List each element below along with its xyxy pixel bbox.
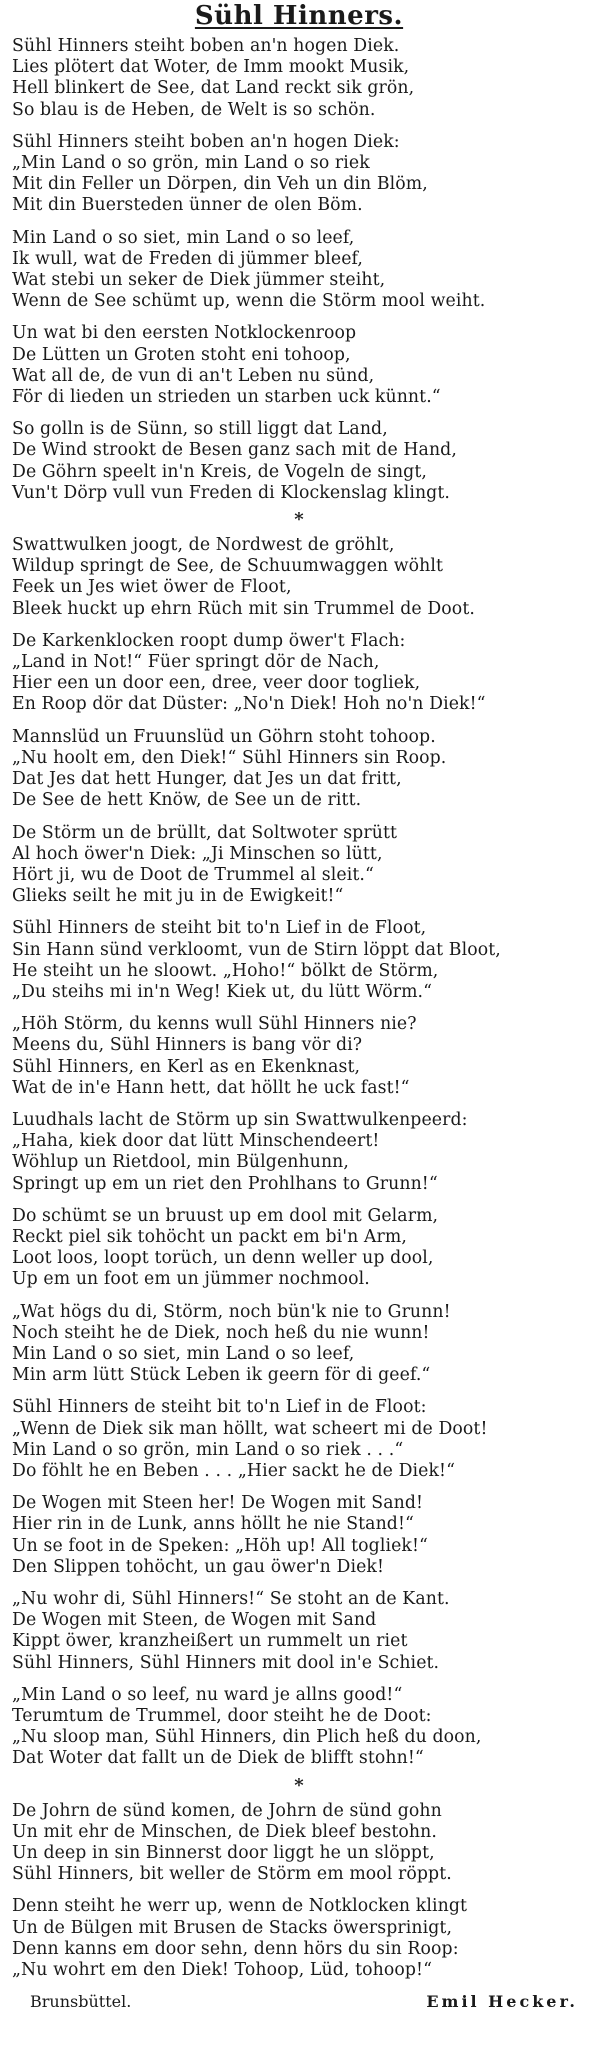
poem-line: En Roop dör dat Düster: „No'n Diek! Hoh no'n Diek!“ [12,694,486,715]
poem-line: „Höh Störm, du kenns wull Sühl Hinners nie? [12,1014,417,1035]
poem-body [12,36,586,1981]
poem-line: Wenn de See schümt up, wenn die Störm mool weiht. [12,291,486,312]
poem-line: Sühl Hinners, Sühl Hinners mit dool in'e Schiet. [12,1652,440,1673]
poem-line: Un mit ehr de Minschen, de Diek bleef bestohn. [12,1821,437,1842]
stanza [12,132,586,217]
poem-line: Mannslüd un Fruunslüd un Göhrn stoht tohoop. [12,726,436,747]
poem-line: „Nu wohrt em den Diek! Tohoop, Lüd, tohoop!“ [12,1960,433,1981]
stanza [12,727,586,812]
stanza [12,1014,586,1099]
stanza [12,535,586,620]
poem-line: Dat Woter dat fallt un de Diek de blifft stohn!“ [12,1748,424,1769]
poem-line: Wat stebi un seker de Diek jümmer steiht, [12,270,386,291]
place-name: Brunsbüttel. [30,1992,132,2012]
poem-line: So blau is de Heben, de Welt is so schön. [12,99,376,120]
stanza [12,36,586,121]
poem-line: „Min Land o so leef, nu ward je allns good!“ [12,1684,403,1705]
poem-line: Ik wull, wat de Freden di jümmer bleef, [12,248,364,269]
section-separator: * [294,1774,304,1796]
poem-line: De Wind strookt de Besen ganz sach mit de Hand, [12,440,457,461]
poem-line: So golln is de Sünn, so still liggt dat Land, [12,419,388,440]
stanza [12,1206,586,1291]
poem-line: Do schümt se un bruust up em dool mit Gelarm, [12,1205,439,1226]
poem-line: Up em un foot em un jümmer nochmool. [12,1269,370,1290]
poem-line: Sühl Hinners, bit weller de Störm em mool röppt. [12,1864,452,1885]
poem-line: Mit din Feller un Dörpen, din Veh un din Blöm, [12,174,428,195]
poem-line: „Wat högs du di, Störm, noch bün'k nie to Grunn! [12,1301,451,1322]
poem-line: „Nu wohr di, Sühl Hinners!“ Se stoht an de Kant. [12,1589,450,1609]
poem-line: Kippt öwer, kranzheißert un rummelt un riet [12,1631,408,1652]
poem-line: Vun't Dörp vull vun Freden di Klockenslag klingt. [12,482,450,503]
poem-title: Sühl Hinners. [194,1,404,31]
poem-line: De Störm un de brüllt, dat Soltwoter sprütt [12,822,398,843]
poem-line: Loot loos, loopt torüch, un denn weller up dool, [12,1248,434,1269]
poem-line: Min Land o so siet, min Land o so leef, [12,227,355,248]
poem-line: Sühl Hinners, en Kerl as en Ekenknast, [12,1056,361,1077]
stanza [12,1302,586,1387]
stanza [12,1685,586,1770]
poem-line: Min arm lütt Stück Leben ik geern för di geef.“ [12,1365,431,1386]
stanza [12,228,586,313]
poem-line: Swattwulken joogt, de Nordwest de gröhlt, [12,535,395,556]
stanza [12,823,586,908]
poem-line: Denn steiht he werr up, wenn de Notklocken klingt [12,1896,468,1917]
poem-line: Al hoch öwer'n Diek: „Ji Minschen so lütt, [12,843,383,864]
poem-line: Dat Jes dat hett Hunger, dat Jes un dat fritt, [12,769,402,790]
poem-line: Denn kanns em door sehn, denn hörs du sin Roop: [12,1938,459,1959]
poem-line: Meens du, Sühl Hinners is bang vör di? [12,1035,363,1056]
poem-line: Min Land o so grön, min Land o so riek . . .“ [12,1439,404,1460]
poem-line: De Karkenklocken roopt dump öwer't Flach: [12,630,406,651]
poem-line: Wat de in'e Hann hett, dat höllt he uck fast!“ [12,1077,410,1098]
poem-footer [12,1992,586,2012]
poem-line: De Wogen mit Steen, de Wogen mit Sand [12,1610,377,1631]
poem-line: Mit din Buersteden ünner de olen Böm. [12,195,363,216]
poem-line: Sühl Hinners de steiht bit to'n Lief in de Floot, [12,918,427,939]
poem-line: Sin Hann sünd verkloomt, vun de Stirn löppt dat Bloot, [12,939,501,960]
poem-line: Lies plötert dat Woter, de Imm mookt Musik, [12,57,410,78]
poem-line: Hier een un door een, dree, veer door togliek, [12,673,421,694]
poem-line: Hier rin in de Lunk, anns höllt he nie Stand!“ [12,1514,414,1535]
poem-line: Den Slippen tohöcht, un gau öwer'n Diek! [12,1556,385,1577]
poem-line: Bleek huckt up ehrn Rüch mit sin Trummel de Doot. [12,598,475,619]
poem-line: Reckt piel sik tohöcht un packt em bi'n Arm, [12,1226,407,1247]
stanza [12,1493,586,1578]
poem-line: Hell blinkert de See, dat Land reckt sik grön, [12,78,415,99]
poem-line: Feek un Jes wiet öwer de Floot, [12,577,292,598]
poem-line: He steiht un he sloowt. „Hoho!“ bölkt de Störm, [12,960,439,981]
poem-line: Min Land o so siet, min Land o so leef, [12,1343,355,1364]
poem-line: Un de Bülgen mit Brusen de Stacks öwersprinigt, [12,1917,453,1938]
poem-line: „Wenn de Diek sik man höllt, wat scheert mi de Doot! [12,1418,488,1439]
stanza [12,1589,586,1674]
section-separator: * [294,509,304,531]
stanza [12,1801,586,1886]
poem-line: „Nu sloop man, Sühl Hinners, din Plich heß du doon, [12,1727,482,1748]
poem-line: Wat all de, de vun di an't Leben nu sünd, [12,365,375,386]
poem-line: De Lütten un Groten stoht eni tohoop, [12,344,351,365]
poem-line: Hört ji, wu de Doot de Trummel al sleit.“ [12,864,374,885]
poem-line: Terumtum de Trummel, door steiht he de Doot: [12,1706,432,1727]
poem-line: De Johrn de sünd komen, de Johrn de sünd gohn [12,1800,442,1821]
poem-line: Noch steiht he de Diek, noch heß du nie wunn! [12,1322,430,1343]
poem-line: För di lieden un strieden un starben uck künnt.“ [12,387,441,408]
poem-line: Un deep in sin Binnerst door liggt he un slöppt, [12,1843,435,1864]
poem-line: „Land in Not!“ Füer springt dör de Nach, [12,652,380,673]
poem-line: Un wat bi den eersten Notklockenroop [12,323,357,344]
poem-line: Springt up em un riet den Prohlhans to Grunn!“ [12,1173,438,1194]
poem-line: Sühl Hinners de steiht bit to'n Lief in de Floot: [12,1397,427,1418]
poem-line: Wildup springt de See, de Schuumwaggen wöhlt [12,556,444,577]
poem-line: De Wogen mit Steen her! De Wogen mit Sand! [12,1493,424,1514]
poem-line: Glieks seilt he mit ju in de Ewigkeit!“ [12,886,344,907]
stanza [12,419,586,504]
stanza [12,323,586,408]
poem-line: „Min Land o so grön, min Land o so riek [12,153,370,174]
poem-line: „Du steihs mi in'n Weg! Kiek ut, du lütt Wörm.“ [12,981,433,1002]
stanza [12,631,586,716]
poem-line: Sühl Hinners steiht boben an'n hogen Diek: [12,131,400,152]
poem-line: De Göhrn speelt in'n Kreis, de Vogeln de singt, [12,461,427,482]
stanza [12,1397,586,1482]
poem-line: „Haha, kiek door dat lütt Minschendeert! [12,1131,380,1152]
stanza [12,918,586,1003]
poem-line: Luudhals lacht de Störm up sin Swattwulkenpeerd: [12,1109,468,1130]
poem-line: Wöhlup un Rietdool, min Bülgenhunn, [12,1152,350,1173]
stanza [12,1896,586,1981]
poem-line: De See de hett Knöw, de See un de ritt. [12,790,362,811]
stanza [12,1110,586,1195]
author-name: Emil Hecker. [426,1992,578,2012]
poem-line: Sühl Hinners steiht boben an'n hogen Diek. [12,36,400,56]
poem-line: „Nu hoolt em, den Diek!“ Sühl Hinners sin Roop. [12,747,447,768]
poem-line: Do föhlt he en Beben . . . „Hier sackt he de Diek!“ [12,1460,456,1481]
poem-line: Un se foot in de Speken: „Höh up! All togliek!“ [12,1535,428,1556]
